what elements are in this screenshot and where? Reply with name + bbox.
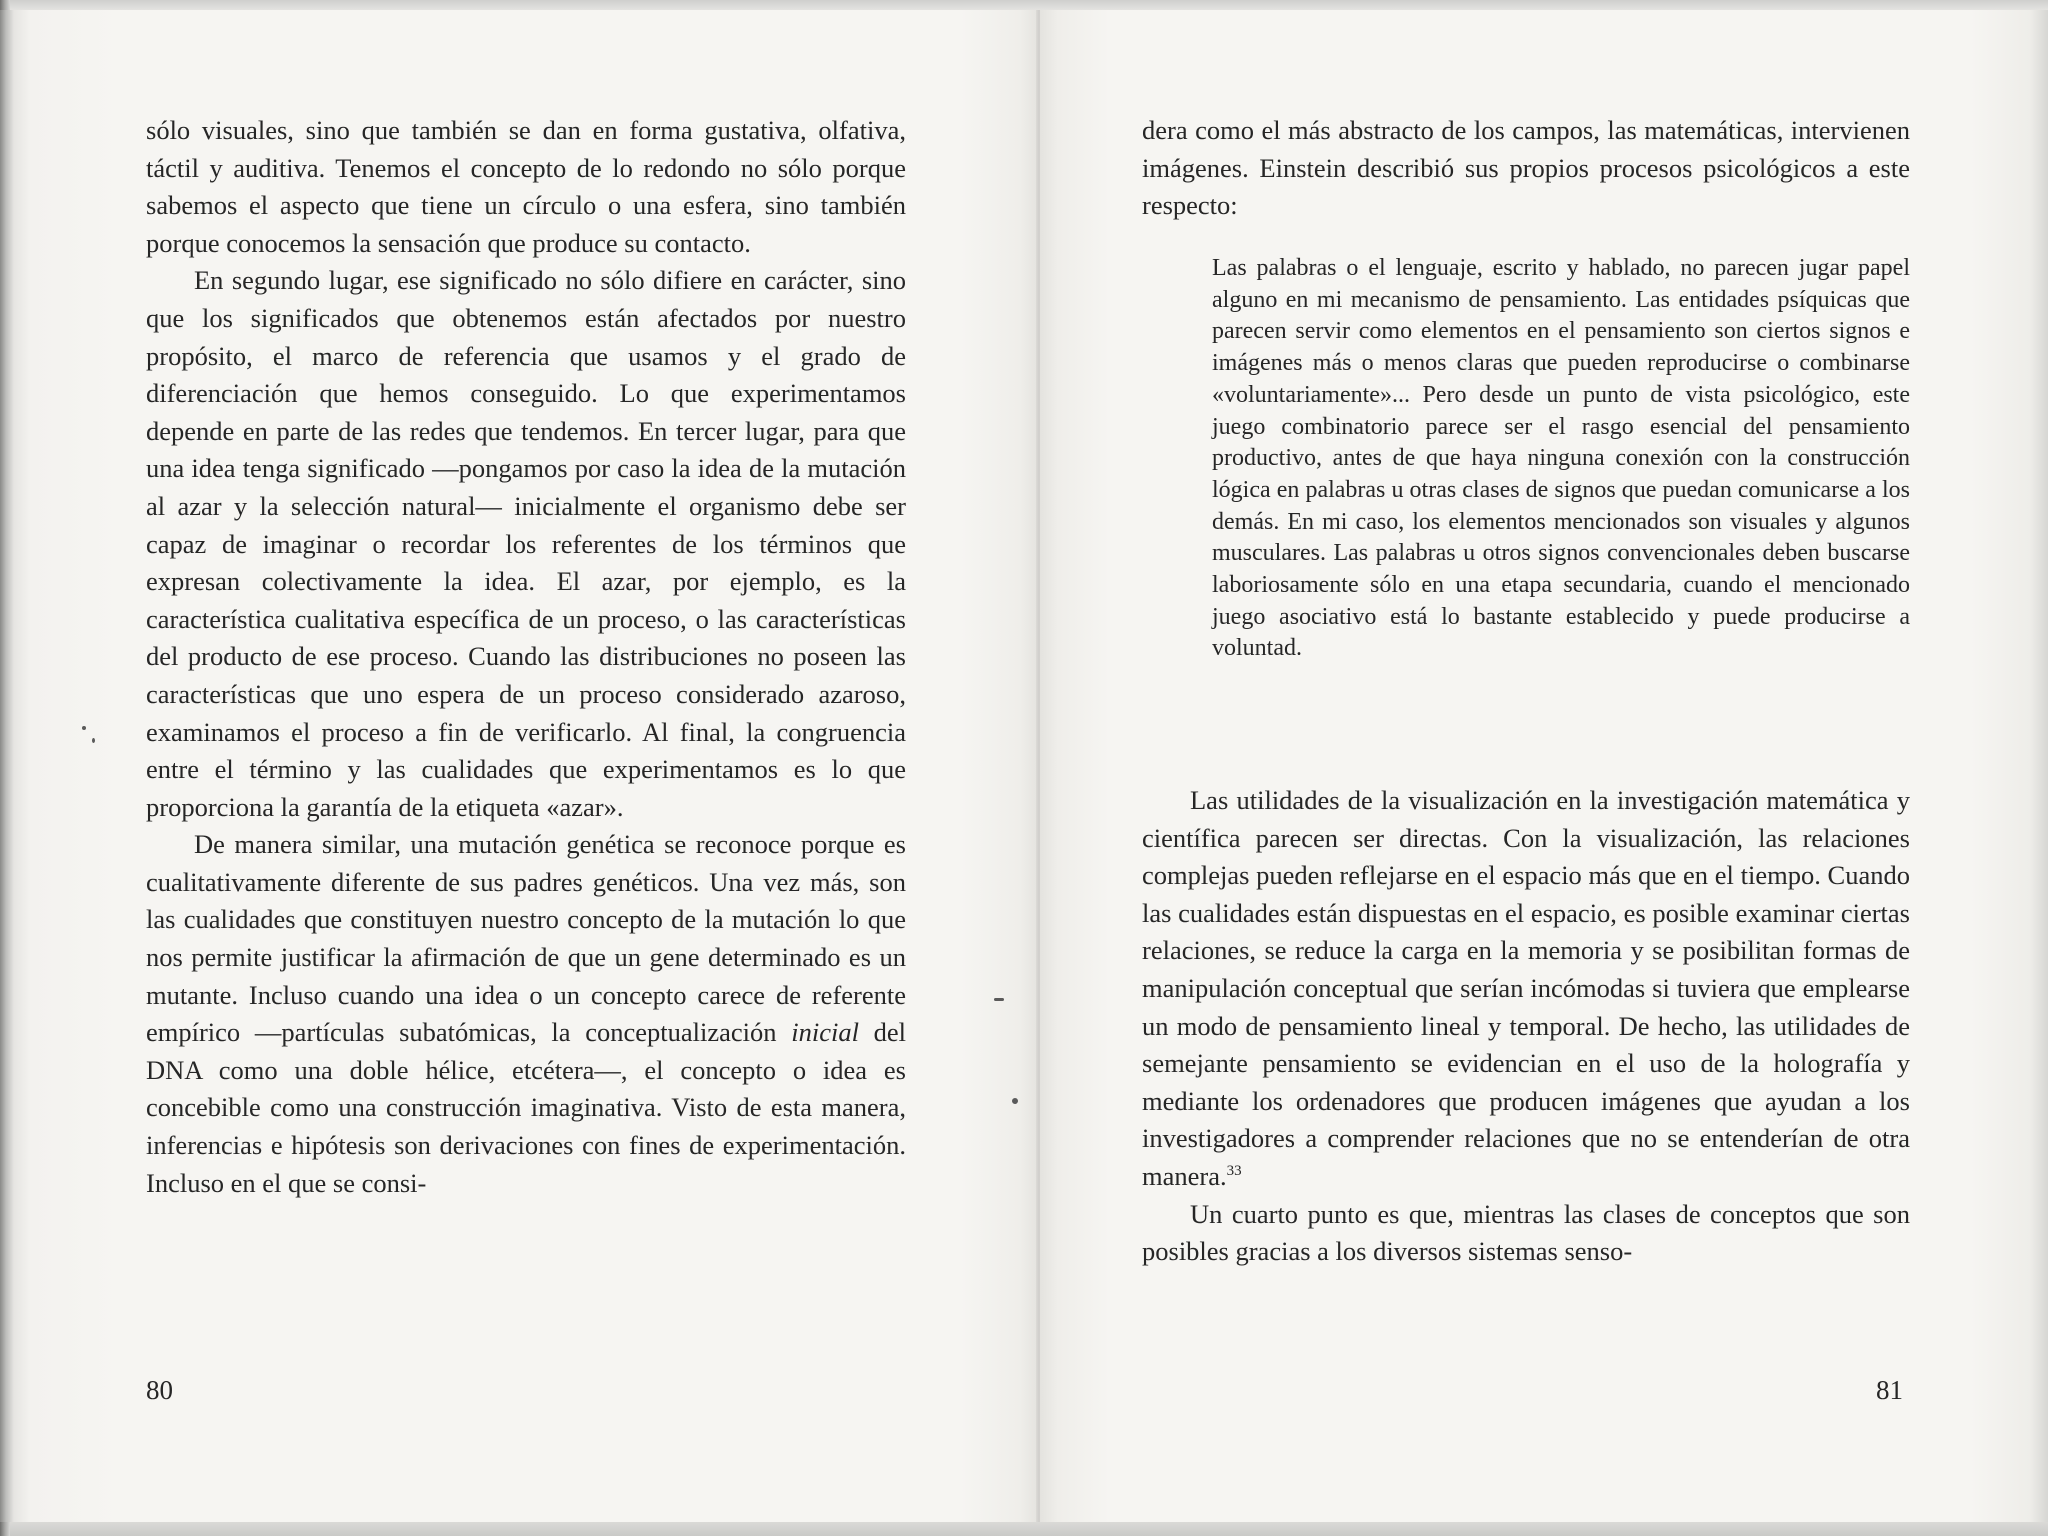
block-quote — [1212, 253, 1910, 665]
speck-mark — [92, 738, 95, 743]
italic-word: inicial — [791, 1017, 859, 1048]
page-number: 80 — [146, 1375, 173, 1405]
paragraph-text: Las utilidades de la visualización en la investigación matemática y científica parecen ser directas. Con la visualización, las relaciones complejas pueden reflejarse en el espacio más que en el tiempo. Cuando las cualidades están dispuestas en el espacio, es posible examinar ciertas relaciones, se reduce la carga en la memoria y se posibilitan formas de manipulación conceptual que serían incómodas si tuviera que emplearse un modo de pensamiento lineal y temporal. De hecho, las utilidades de semejante pensamiento se evidencian en el uso de la holografía y mediante los ordenadores que producen imágenes que ayudan a los investigadores a comprender relaciones que no se entenderían de otra manera. — [1142, 785, 1910, 1191]
right-page-body — [1142, 782, 1910, 1271]
left-page-body — [146, 112, 906, 1202]
speck-mark — [994, 998, 1004, 1001]
footnote-reference: 33 — [1226, 1162, 1242, 1179]
speck-mark — [1012, 1098, 1018, 1104]
paragraph-text: De manera similar, una mutación genética se reconoce porque es cualitativamente diferente de sus padres genéticos. Una vez más, son las cualidades que constituyen nuestro concepto de la mutación lo que nos permite justificar la afirmación de que un gene determinado es un mutante. Incluso cuando una idea o un concepto carece de referente empírico —partículas subatómicas, la conceptualización — [146, 829, 906, 1048]
paragraph-text: del DNA como una doble hélice, etcétera—, el concepto o idea es concebible como una construcción imaginativa. Visto de esta manera, inferencias e hipótesis son derivaciones con fines de experimentación. Incluso en el que se consi- — [146, 1017, 907, 1198]
paragraph — [1142, 782, 1910, 1196]
right-page-intro — [1142, 112, 1910, 225]
quote-text: Las palabras o el lenguaje, escrito y hablado, no parecen jugar papel alguno en mi mecanismo de pensamiento. Las entidades psíquicas que parecen servir como elementos en el pensamiento son ciertos signos e imágenes más o menos claras que pueden reproducirse o combinarse «voluntariamente»... Pero desde un punto de vista psicológico, este juego combinatorio parece ser el rasgo esencial del pensamiento productivo, antes de que haya ninguna conexión con la construcción lógica en palabras u otras clases de signos que puedan comunicarse a los demás. En mi caso, los elementos mencionados son visuales y algunos musculares. Las palabras u otros signos convencionales deben buscarse laboriosamente sólo en una etapa secundaria, cuando el mencionado juego asociativo está lo bastante establecido y puede producirse a voluntad. — [1212, 255, 1910, 662]
paragraph: Un cuarto punto es que, mientras las clases de conceptos que son posibles gracias a los diversos sistemas senso- — [1142, 1198, 1910, 1267]
right-page — [1040, 10, 2048, 1522]
left-page — [0, 10, 1040, 1522]
paragraph: dera como el más abstracto de los campos, las matemáticas, intervienen imágenes. Einstein describió sus propios procesos psicológicos a este respecto: — [1142, 115, 1910, 221]
page-number: 81 — [1876, 1375, 1903, 1405]
paragraph: sólo visuales, sino que también se dan en forma gustativa, olfativa, táctil y auditiva. Tenemos el concepto de lo redondo no sólo porque sabemos el aspecto que tiene un círculo o una esfera, sino también porque conocemos la sensación que produce su contacto. — [146, 115, 906, 258]
paragraph — [146, 826, 906, 1202]
speck-mark — [82, 726, 86, 730]
paragraph: En segundo lugar, ese significado no sólo difiere en carácter, sino que los significados que obtenemos están afectados por nuestro propósito, el marco de referencia que usamos y el grado de diferenciación que hemos conseguido. Lo que experimentamos depende en parte de las redes que tendemos. En tercer lugar, para que una idea tenga significado —pongamos por caso la idea de la mutación al azar y la selección natural— inicialmente el organismo debe ser capaz de imaginar o recordar los referentes de los términos que expresan colectivamente la idea. El azar, por ejemplo, es la característica cualitativa específica de un proceso, o las características del producto de ese proceso. Cuando las distribuciones no poseen las características que uno espera de un proceso considerado azaroso, examinamos el proceso a fin de verificarlo. Al final, la congruencia entre el término y las cualidades que experimentamos es lo que proporciona la garantía de la etiqueta «azar». — [146, 265, 906, 822]
